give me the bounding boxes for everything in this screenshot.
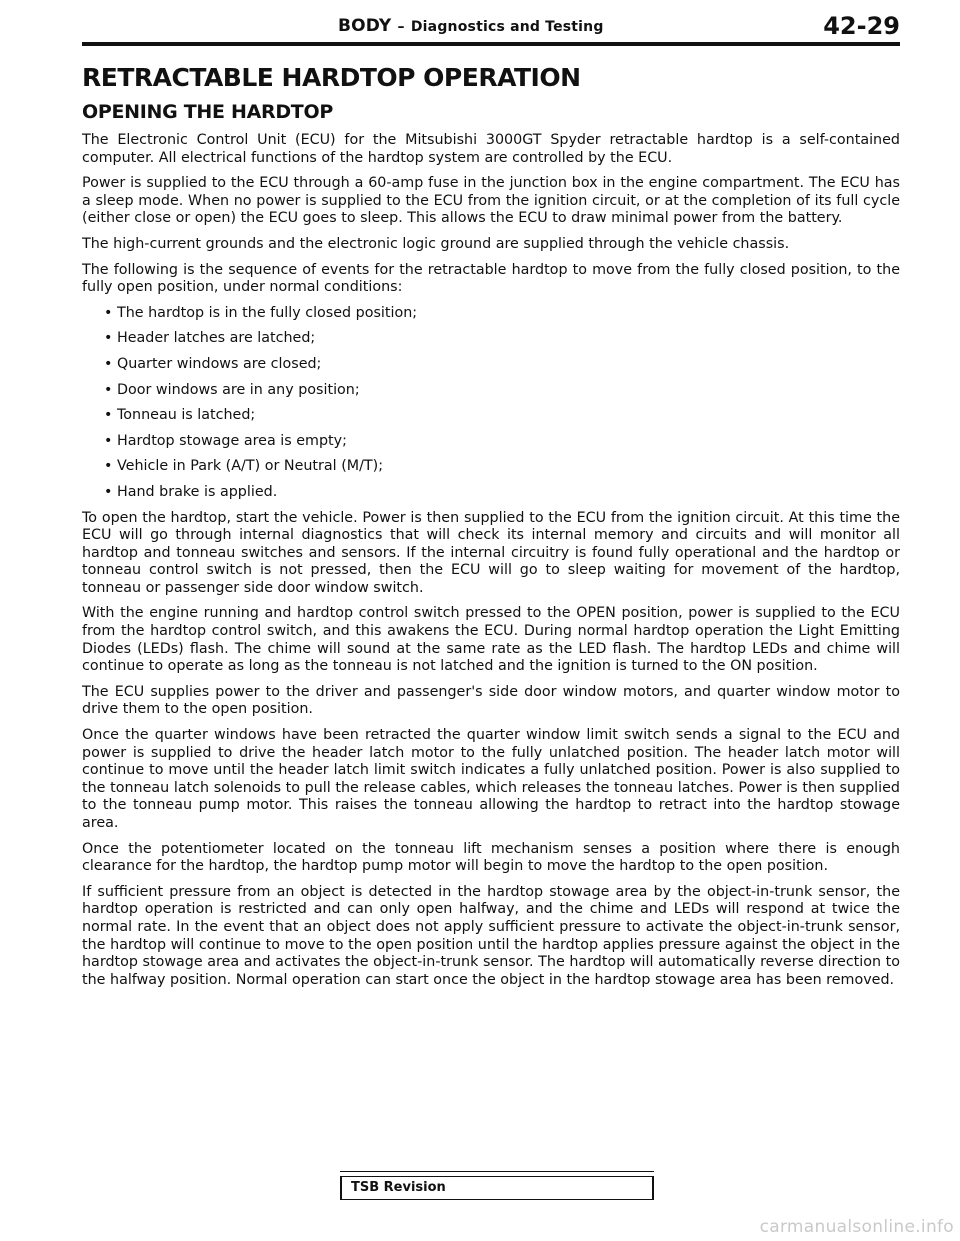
list-item: • Quarter windows are closed; (104, 356, 900, 374)
paragraph: The Electronic Control Unit (ECU) for the Mitsubishi 3000GT Spyder retractable hardtop is a self-contained computer. All electrical functions of the hardtop system are controlled by the ECU. (82, 132, 900, 166)
paragraph: The following is the sequence of events for the retractable hardtop to move from the fully closed position, to the fully open position, under normal conditions: (82, 261, 900, 296)
header-divider (82, 42, 900, 46)
section-subtitle: Diagnostics and Testing (410, 19, 604, 35)
tsb-revision-box (340, 1176, 654, 1200)
list-item: • Hardtop stowage area is empty; (104, 433, 900, 451)
list-item: • Vehicle in Park (A/T) or Neutral (M/T); (104, 458, 900, 476)
paragraph: The ECU supplies power to the driver and passenger's side door window motors, and quarter window motor to drive them to the open position. (82, 683, 900, 718)
list-item: • Door windows are in any position; (104, 382, 900, 400)
footer-rule (340, 1171, 654, 1172)
paragraph: To open the hardtop, start the vehicle. Power is then supplied to the ECU from the ignition circuit. At this time the ECU will go through internal diagnostics that will check its internal memory and circuits and will monitor all hardtop and tonneau switches and sensors. If the internal circuitry is found fully operational and the hardtop or tonneau control switch is not pressed, then the ECU will go to sleep waiting for movement of the hardtop, tonneau or passenger side door window switch. (82, 509, 900, 596)
page-number: 42-29 (823, 12, 900, 40)
list-item: • The hardtop is in the fully closed position; (104, 305, 900, 323)
paragraph: If sufficient pressure from an object is detected in the hardtop stowage area by the object-in-trunk sensor, the hardtop operation is restricted and can only open halfway, and the chime and LEDs will respond at twice the normal rate. In the event that an object does not apply sufficient pressure to activate the object-in-trunk sensor, the hardtop will continue to move to the open position until the hardtop applies pressure against the object in the hardtop stowage area and activates the object-in-trunk sensor. The hardtop will automatically reverse direction to the halfway position. Normal operation can start once the object in the hardtop stowage area has been removed. (82, 883, 900, 988)
list-item: • Hand brake is applied. (104, 484, 900, 502)
conditions-list (82, 305, 900, 502)
paragraph: Once the quarter windows have been retracted the quarter window limit switch sends a signal to the ECU and power is supplied to drive the header latch motor to the fully unlatched position. The header latch motor will continue to move until the header latch limit switch indicates a fully unlatched position. Power is also supplied to the tonneau latch solenoids to pull the release cables, which releases the tonneau latches. Power is then supplied to the tonneau pump motor. This raises the tonneau allowing the hardtop to retract into the hardtop stowage area. (82, 727, 900, 831)
title-separator: – (397, 19, 405, 35)
tsb-revision-label: TSB Revision (351, 1180, 446, 1195)
page-header (82, 14, 900, 40)
section-name: BODY (338, 16, 392, 36)
list-item: • Header latches are latched; (104, 330, 900, 348)
page-subheading: OPENING THE HARDTOP (82, 101, 333, 123)
page-content (82, 60, 900, 997)
paragraph: With the engine running and hardtop control switch pressed to the OPEN position, power is supplied to the ECU from the hardtop control switch, and this awakens the ECU. During normal hardtop operation the Light Emitting Diodes (LEDs) flash. The chime will sound at the same rate as the LED flash. The hardtop LEDs and chime will continue to operate as long as the tonneau is not latched and the ignition is turned to the ON position. (82, 605, 900, 675)
watermark: carmanualsonline.info (759, 1217, 954, 1237)
list-item: • Tonneau is latched; (104, 407, 900, 425)
paragraph: Once the potentiometer located on the tonneau lift mechanism senses a position where there is enough clearance for the hardtop, the hardtop pump motor will begin to move the hardtop to the open position. (82, 840, 900, 875)
page-heading: RETRACTABLE HARDTOP OPERATION (82, 63, 581, 92)
paragraph: Power is supplied to the ECU through a 60-amp fuse in the junction box in the engine compartment. The ECU has a sleep mode. When no power is supplied to the ECU from the ignition circuit, or at the completion of its full cycle (either close or open) the ECU goes to sleep. This allows the ECU to draw minimal power from the battery. (82, 175, 900, 227)
section-title (338, 16, 604, 36)
paragraph: The high-current grounds and the electronic logic ground are supplied through the vehicle chassis. (82, 235, 790, 252)
